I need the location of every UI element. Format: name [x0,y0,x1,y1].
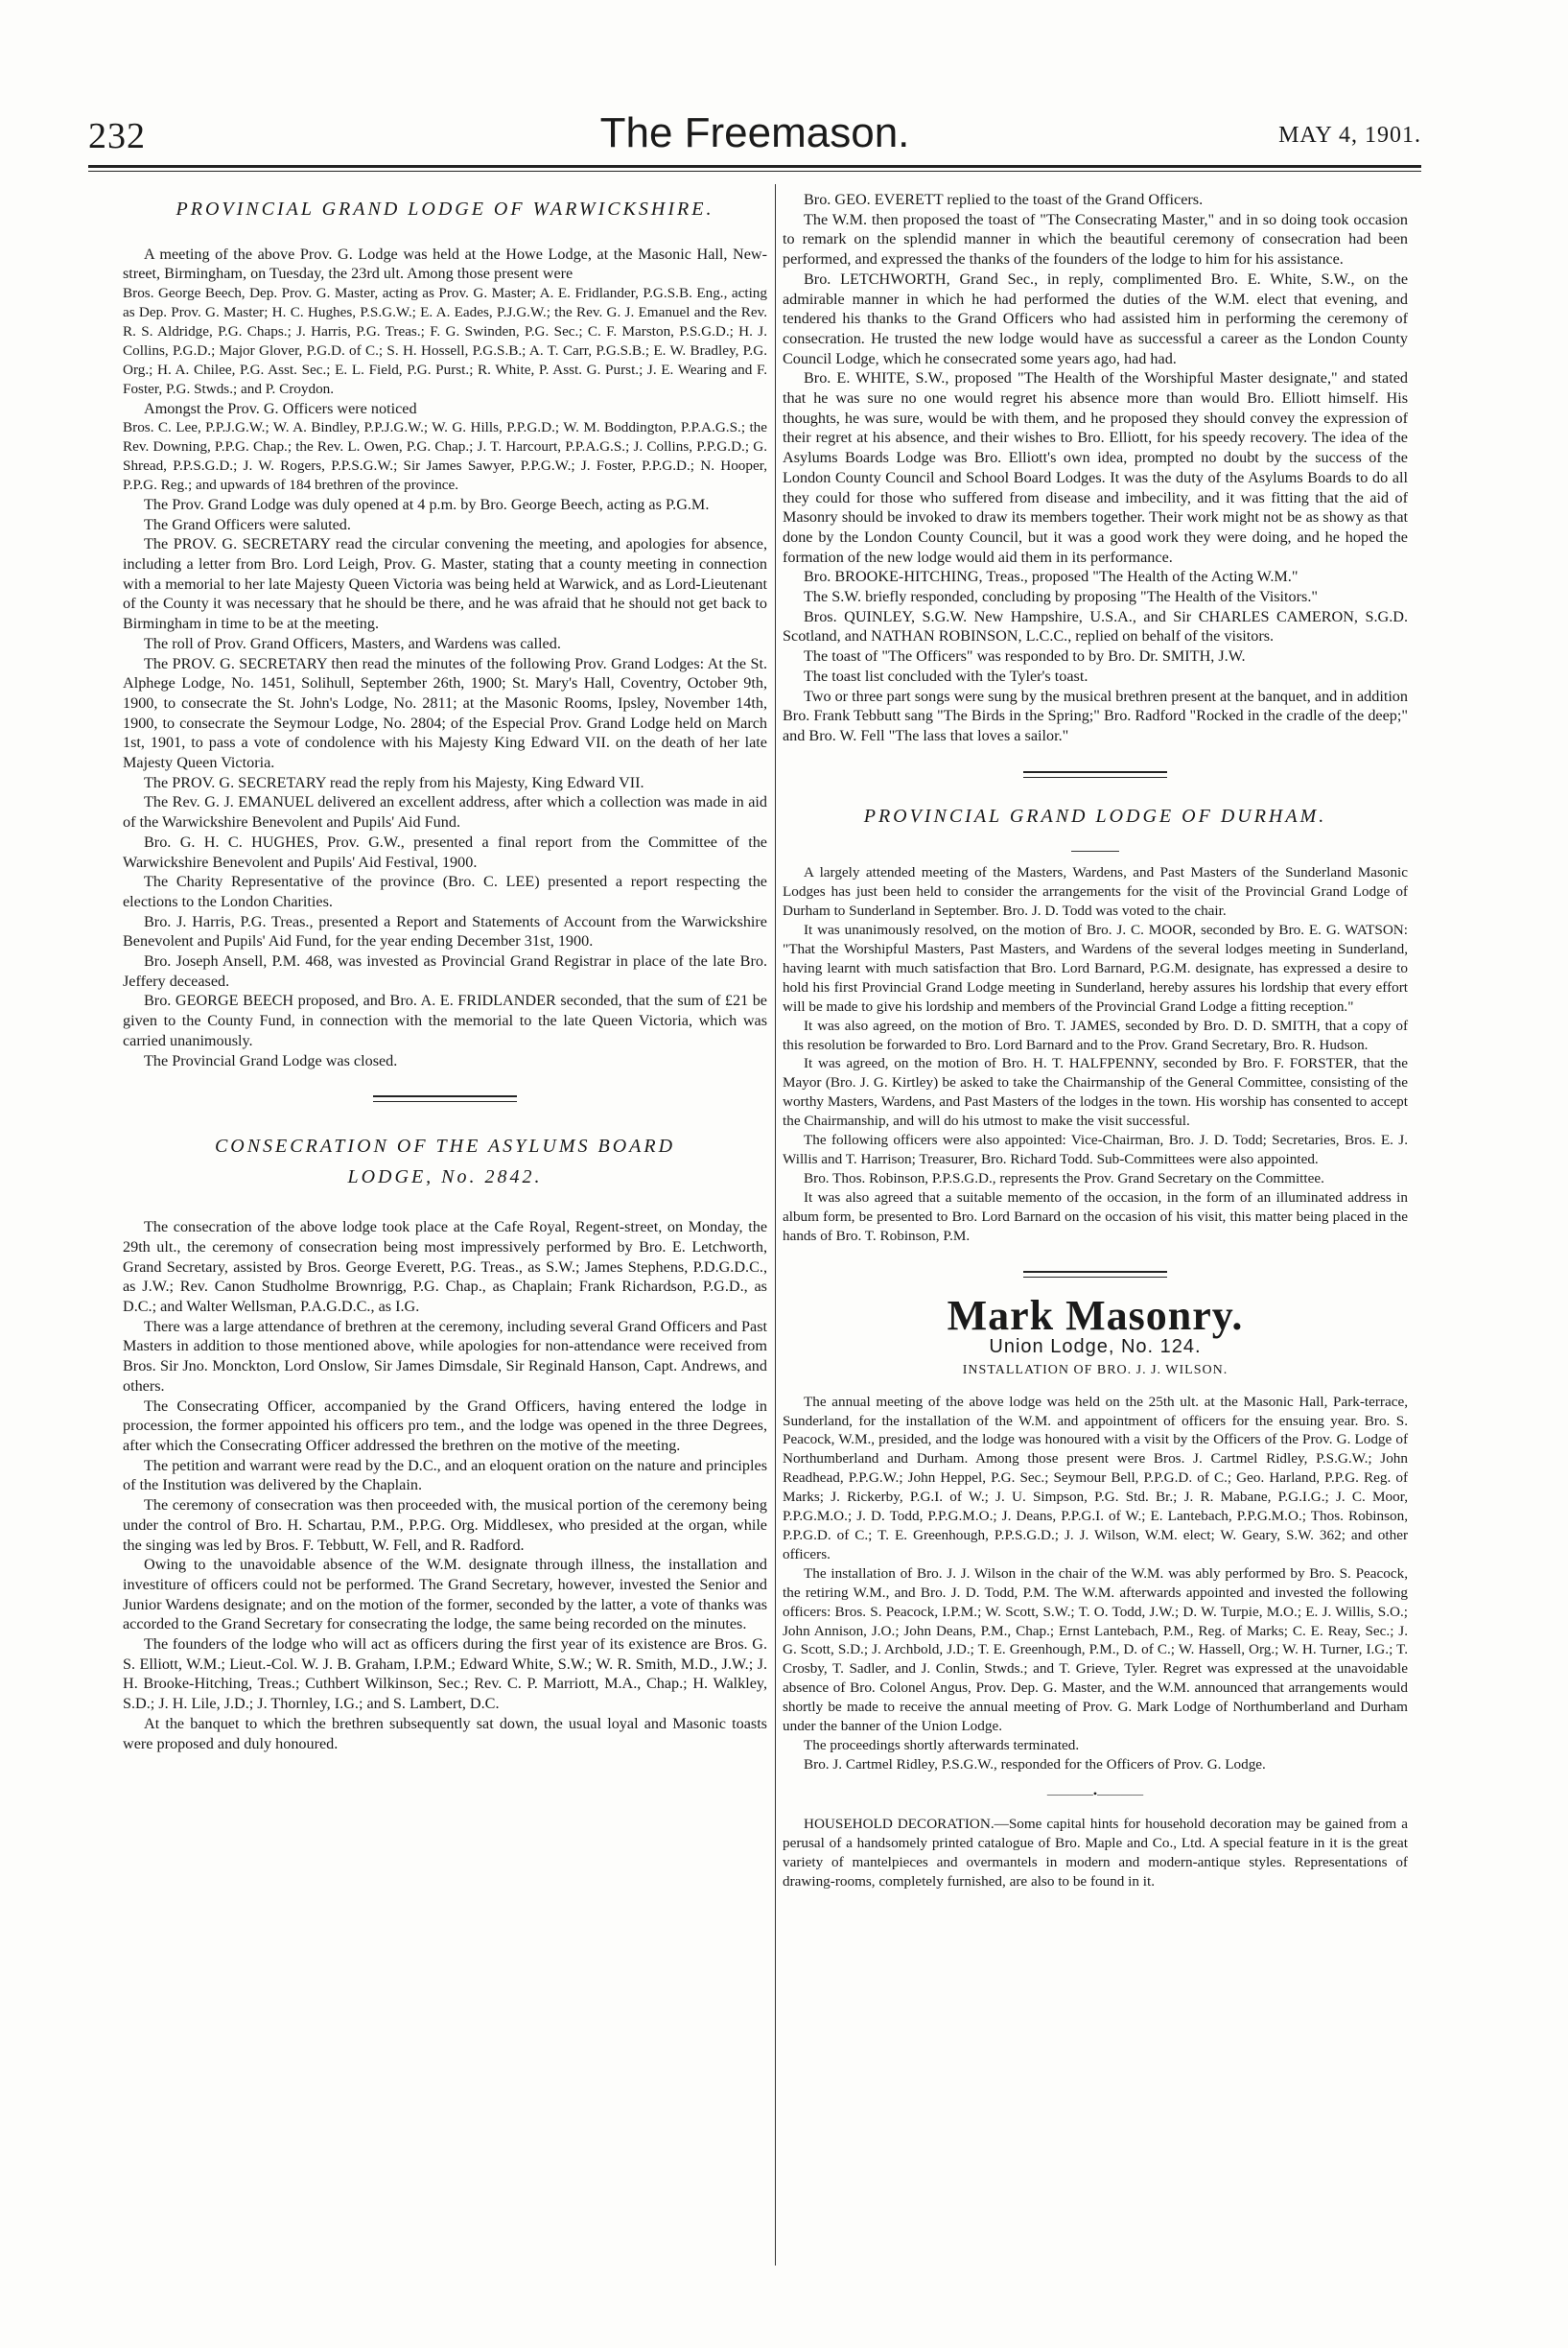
paragraph: The installation of Bro. J. J. Wilson in the chair of the W.M. was ably performed by Bro. S. Peacock, the retiring W.M., and Bro. J. D. Todd, P.M. The W.M. afterwards appointed and invested the following officers: Bros. S. Peacock, I.P.M.; W. Scott, S.W.; T. O. Todd, J.W.; D. W. Turpie, M.O.; E. J. Willis, S.O.; John Annison, J.O.; John Deans, P.M., Chap.; Ernst Lantebach, P.M., Reg. of Marks; C. E. Reay, Sec.; J. G. Scott, S.D.; J. Archbold, J.D.; T. E. Greenhough, P.M., D. of C.; W. Hassell, Org.; W. H. Turner, I.G.; T. Crosby, T. Sadler, and J. Conlin, Stwds.; and T. Grieve, Tyler. Regret was expressed at the unavoidable absence of Bro. Colonel Angus, Prov. Dep. G. Master, and the W.M. announced that arrangements would shortly be made to receive the annual meeting of Prov. G. Mark Lodge of Northumberland and Durham under the banner of the Union Lodge. [783,1564,1408,1735]
paragraph: The PROV. G. SECRETARY read the reply from his Majesty, King Edward VII. [144,773,644,791]
right-column [783,190,1408,1891]
paragraph: Bro. BROOKE-HITCHING, Treas., proposed "The Health of the Acting W.M." [804,568,1299,586]
union-lodge-subheading: Union Lodge, No. 124. [989,1336,1202,1358]
paragraph: The S.W. briefly responded, concluding by proposing "The Health of the Visitors." [804,588,1318,606]
paragraph: Bro. G. H. C. HUGHES, Prov. G.W., presented a final report from the Committee of the Warwickshire Benevolent and Pupils' Aid Festival, 1900. [123,833,767,871]
left-column [123,190,767,1753]
paragraph: The proceedings shortly afterwards terminated. [804,1736,1080,1753]
durham-headline: PROVINCIAL GRAND LODGE OF DURHAM. [863,805,1327,827]
paragraph: Bro. J. Cartmel Ridley, P.S.G.W., responded for the Officers of Prov. G. Lodge. [804,1755,1266,1773]
page-number: 232 [88,116,146,156]
paragraph: Bro. GEO. EVERETT replied to the toast of the Grand Officers. [804,191,1204,208]
paragraph: Bros. C. Lee, P.P.J.G.W.; W. A. Bindley, P.P.J.G.W.; W. G. Hills, P.P.G.D.; W. M. Boddington, P.P.A.G.S.; the Rev. Downing, P.P.G. Chap.; the Rev. L. Owen, P.G. Chap.; J. T. Harcourt, P.P.A.G.S.; J. Collins, P.P.G.D.; G. Shread, P.P.S.G.D.; J. W. Rogers, P.P.S.G.W.; Sir James Sawyer, P.P.G.W.; J. Foster, P.P.G.D.; N. Hooper, P.P.G. Reg.; and upwards of 184 brethren of the province. [123,419,767,493]
paragraph: The Consecrating Officer, accompanied by the Grand Officers, having entered the lodge in procession, the former appointed his officers pro tem., and the lodge was opened in the three Degrees, after which the Consecrating Officer addressed the brethren on the motive of the meeting. [123,1397,767,1454]
section-ornament: ————•———— [1046,1786,1144,1800]
paragraph: Bro. LETCHWORTH, Grand Sec., in reply, complimented Bro. E. White, S.W., on the admirable manner in which he had performed the duties of the W.M. elect that evening, and tendered his thanks to the Grand Officers who had assisted him in performing the ceremony of consecration. He trusted the new lodge would have as successful a career as the London County Council Lodge, which he consecrated some years ago, had had. [783,270,1408,367]
household-decoration-notice [783,1815,1408,1891]
paragraph: The following officers were also appointed: Vice-Chairman, Bro. J. D. Todd; Secretaries, Bros. E. J. Willis and T. Harrison; Treasurer, Bro. Richard Todd. Sub-Committees were also appointed. [783,1132,1408,1167]
paragraph: A largely attended meeting of the Masters, Wardens, and Past Masters of the Sunderland Masonic Lodges has just been held to consider the arrangements for the visit of the Provincial Grand Lodge of Durham to Sunderland in September. Bro. J. D. Todd was voted to the chair. [783,864,1408,920]
paragraph: Bros. George Beech, Dep. Prov. G. Master, acting as Prov. G. Master; A. E. Fridlander, P.G.S.B. Eng., acting as Dep. Prov. G. Master; H. C. Hughes, P.S.G.W.; E. A. Eades, P.J.G.W.; the Rev. G. J. Emanuel and the Rev. R. S. Aldridge, P.G. Chaps.; J. Harris, P.G. Treas.; F. G. Swinden, P.G. Sec.; C. F. Marston, P.S.G.D.; H. J. Collins, P.G.D.; Major Glover, P.G.D. of C.; S. H. Hossell, P.G.S.B.; A. T. Carr, P.G.S.B.; E. W. Bradley, P.G. Org.; H. A. Chilee, P.G. Asst. Sec.; E. L. Field, P.G. Purst.; R. White, P. Asst. G. Purst.; J. E. Wearing and F. Foster, P.G. Stwds.; and P. Croydon. [123,285,767,397]
asylums-headline-line2: LODGE, No. 2842. [347,1166,543,1188]
paragraph: The Provincial Grand Lodge was closed. [144,1051,398,1069]
section-separator [1023,1271,1167,1278]
paragraph: Bro. Thos. Robinson, P.P.S.G.D., represents the Prov. Grand Secretary on the Committee. [804,1169,1324,1186]
paragraph: At the banquet to which the brethren subsequently sat down, the usual loyal and Masonic toasts were proposed and duly honoured. [123,1714,767,1752]
masthead-rule-thin [88,171,1421,172]
newspaper-title: The Freemason. [599,109,910,156]
paragraph: A meeting of the above Prov. G. Lodge was held at the Howe Lodge, at the Masonic Hall, New-street, Birmingham, on Tuesday, the 23rd ult. Among those present were [123,245,767,283]
masthead-rule [88,165,1421,168]
paragraph: The toast list concluded with the Tyler's toast. [804,667,1088,685]
warwickshire-article [123,245,767,1071]
column-divider [775,184,776,2266]
paragraph: The Charity Representative of the province (Bro. C. LEE) presented a report respecting the elections to the London Charities. [123,873,767,910]
paragraph: The Prov. Grand Lodge was duly opened at 4 p.m. by Bro. George Beech, acting as P.G.M. [144,495,710,513]
issue-date: MAY 4, 1901. [1278,123,1421,148]
paragraph: The PROV. G. SECRETARY read the circular convening the meeting, and apologies for absence, including a letter from Bro. Lord Leigh, Prov. G. Master, stating that a county meeting in connection with a memorial to her late Majesty Queen Victoria was being held at Warwick, and as Lord-Lieutenant of the County it was necessary that he should be there, and he was afraid that he should not get back to Birmingham in time to be at the meeting. [123,535,767,633]
paragraph: Amongst the Prov. G. Officers were noticed [144,399,417,417]
asylums-article [123,1217,767,1753]
paragraph: The roll of Prov. Grand Officers, Masters, and Wardens was called. [144,634,561,652]
installation-subheading: INSTALLATION OF BRO. J. J. WILSON. [962,1362,1229,1377]
paragraph: The W.M. then proposed the toast of "The Consecrating Master," and in so doing took occasion to remark on the splendid manner in which the beautiful ceremony of consecration had been performed, and expressed the thanks of the founders of the lodge to him for his assistance. [783,210,1408,269]
paragraph: The annual meeting of the above lodge was held on the 25th ult. at the Masonic Hall, Park-terrace, Sunderland, for the installation of the W.M. and appointment of officers for the ensuing year. Bro. S. Peacock, W.M., presided, and the lodge was honoured with a visit by the Officers of the Prov. G. Lodge of Northumberland and Durham. Among those present were Bros. J. Cartmel Ridley, P.S.G.W.; John Readhead, P.P.G.W.; John Heppel, P.G. Sec.; Seymour Bell, P.P.G.D. of C.; Geo. Harland, P.P.G. Reg. of Marks; J. Rickerby, P.G.I. of W.; J. U. Simpson, P.G. Std. Br.; J. R. Mabane, P.G.I.G.; J. C. Moor, P.P.G.M.O.; J. D. Todd, P.P.G.M.O.; J. Deans, P.P.G.I. of W.; E. Lantebach, P.P.G.M.O.; Thos. Robinson, P.P.G.D. of C.; T. E. Greenhough, P.P.S.G.D.; J. J. Wilson, W.M. elect; W. Geary, S.W. 362; and other officers. [783,1393,1408,1562]
paragraph: It was unanimously resolved, on the motion of Bro. J. C. MOOR, seconded by Bro. E. G. WATSON: "That the Worshipful Masters, Past Masters, and Wardens of the several lodges meeting in Sunderland, having learnt with much satisfaction that Bro. Lord Barnard, P.G.M. designate, has expressed a desire to hold his first Provincial Grand Lodge meeting in Sunderland, hereby assures his lordship that every effort will be made to give his lordship and members of the Provincial Grand Lodge a fitting reception." [783,922,1408,1015]
warwickshire-headline: PROVINCIAL GRAND LODGE OF WARWICKSHIRE. [176,199,714,220]
section-separator [373,1095,517,1102]
paragraph: Owing to the unavoidable absence of the W.M. designate through illness, the installation and investiture of officers could not be performed. The Grand Secretary, however, invested the Senior and Junior Wardens designate; and on the motion of the former, seconded by the latter, a vote of thanks was accorded to the Grand Secretary for consecrating the lodge, the same being recorded on the minutes. [123,1556,767,1633]
paragraph: Bros. QUINLEY, S.G.W. New Hampshire, U.S.A., and Sir CHARLES CAMERON, S.G.D. Scotland, and NATHAN ROBINSON, L.C.C., replied on behalf of the visitors. [783,607,1408,646]
paragraph: It was also agreed, on the motion of Bro. T. JAMES, seconded by Bro. D. D. SMITH, that a copy of this resolution be forwarded to Bro. Lord Barnard and to the Prov. Grand Secretary, Bro. R. Hudson. [783,1017,1408,1053]
asylums-article-continued [783,190,1408,746]
mark-masonry-article [783,1393,1408,1774]
mark-masonry-headline: Mark Masonry. [947,1291,1244,1339]
paragraph: It was agreed, on the motion of Bro. H. T. HALFPENNY, seconded by Bro. F. FORSTER, that the Mayor (Bro. J. G. Kirtley) be asked to take the Chairmanship of the General Committee, consisting of the worthy Masters, Wardens, and Past Masters of the lodges in the town. His worship has consented to accept the Chairmanship, and will do his utmost to make the visit successful. [783,1055,1408,1130]
asylums-headline-line1: CONSECRATION OF THE ASYLUMS BOARD [214,1136,676,1158]
paragraph: The PROV. G. SECRETARY then read the minutes of the following Prov. Grand Lodges: At the St. Alphege Lodge, No. 1451, Solihull, September 26th, 1900; St. Mary's Hall, Coventry, October 9th, 1900, to consecrate the St. John's Lodge, No. 2811; at the Masonic Rooms, Ipsley, November 14th, 1900, to consecrate the Seymour Lodge, No. 2804; of the Especial Prov. Grand Lodge held on March 1st, 1901, to pass a vote of condolence with his Majesty King Edward VII. on the death of her late Majesty Queen Victoria. [123,654,767,772]
masthead [88,109,1421,163]
paragraph: The ceremony of consecration was then proceeded with, the musical portion of the ceremony being under the control of Bro. H. Schartau, P.M., P.P.G. Org. Middlesex, who presided at the organ, while the singing was led by Bros. F. Tebbutt, W. Fell, and R. Radford. [123,1496,767,1554]
paragraph: Bro. J. Harris, P.G. Treas., presented a Report and Statements of Account from the Warwickshire Benevolent and Pupils' Aid Fund, for the year ending December 31st, 1900. [123,912,767,951]
paragraph: Bro. GEORGE BEECH proposed, and Bro. A. E. FRIDLANDER seconded, that the sum of £21 be given to the County Fund, in connection with the memorial to the late Queen Victoria, which was carried unanimously. [123,992,767,1049]
paragraph: There was a large attendance of brethren at the ceremony, including several Grand Officers and Past Masters in addition to those mentioned above, while apologies for non-attendance were received from Bros. Sir Jno. Monckton, Lord Onslow, Sir James Dimsdale, Sir Reginald Hanson, Capt. Andrews, and others. [123,1317,767,1395]
paragraph: The founders of the lodge who will act as officers during the first year of its existence are Bros. G. S. Elliott, W.M.; Lieut.-Col. W. J. B. Graham, I.P.M.; Edward White, S.W.; W. R. Smith, M.D., J.W.; J. H. Brooke-Hitching, Treas.; Cuthbert Wilkinson, Sec.; Rev. C. P. Marriott, M.A., Chap.; H. Walkley, S.D.; J. H. Lile, J.D.; J. Thornley, I.G.; and S. Lambert, D.C. [123,1635,767,1713]
headline-dash [1071,851,1119,852]
paragraph: The petition and warrant were read by the D.C., and an eloquent oration on the nature and principles of the Institution was delivered by the Chaplain. [123,1456,767,1494]
durham-article [783,863,1408,1245]
asylums-headline [123,1131,767,1192]
paragraph: It was also agreed that a suitable memento of the occasion, in the form of an illuminated address in album form, be presented to Bro. Lord Barnard on the occasion of his visit, this matter being placed in the hands of Bro. T. Robinson, P.M. [783,1188,1408,1244]
section-separator [1023,771,1167,778]
paragraph: The toast of "The Officers" was responded to by Bro. Dr. SMITH, J.W. [804,647,1246,666]
paragraph: The consecration of the above lodge took place at the Cafe Royal, Regent-street, on Monday, the 29th ult., the ceremony of consecration being most impressively performed by Bro. E. Letchworth, Grand Secretary, assisted by Bros. George Everett, P.G. Treas., as S.W.; James Stephens, P.D.G.D.C., as J.W.; Rev. Canon Studholme Brownrigg, P.G. Chap., as Chaplain; Frank Richardson, P.G.D., as D.C.; and Walter Wellsman, P.A.G.D.C., as I.G. [123,1218,767,1316]
paragraph: Bro. E. WHITE, S.W., proposed "The Health of the Worshipful Master designate," and stated that he was sure no one would regret his absence more than would Bro. Elliott himself. His thoughts, he was sure, would be with them, and he proposed they should convey the expression of their regret at his absence, and their wishes to Bro. Elliott, for his speedy recovery. The idea of the Asylums Boards Lodge was Bro. Elliott's own idea, prompted no doubt by the success of the London County Council and School Board Lodges. It was the duty of the Asylums Boards to do all they could for those who suffered from disease and imbecility, and it was fitting that the aid of Masonry should be invoked to draw its members together. Their work might not be as showy as that done by the London County Council, but it was a good work they were doing, and he hoped the formation of the new lodge would aid them in its performance. [783,369,1408,566]
paragraph: Two or three part songs were sung by the musical brethren present at the banquet, and in addition Bro. Frank Tebbutt sang "The Birds in the Spring;" Bro. Radford "Rocked in the cradle of the deep;" and Bro. W. Fell "The lass that loves a sailor." [783,687,1408,744]
paragraph: The Rev. G. J. EMANUEL delivered an excellent address, after which a collection was made in aid of the Warwickshire Benevolent and Pupils' Aid Fund. [123,793,767,832]
paragraph: The Grand Officers were saluted. [144,515,351,533]
household-decoration-text: HOUSEHOLD DECORATION.—Some capital hints for household decoration may be gained from a perusal of a handsomely printed catalogue of Bro. Maple and Co., Ltd. A special feature in it is the great variety of mantelpieces and overmantels in modern and modern-antique styles. Representations of drawing-rooms, completely furnished, are also to be found in it. [783,1816,1408,1890]
paragraph: Bro. Joseph Ansell, P.M. 468, was invested as Provincial Grand Registrar in place of the late Bro. Jeffery deceased. [123,952,767,990]
